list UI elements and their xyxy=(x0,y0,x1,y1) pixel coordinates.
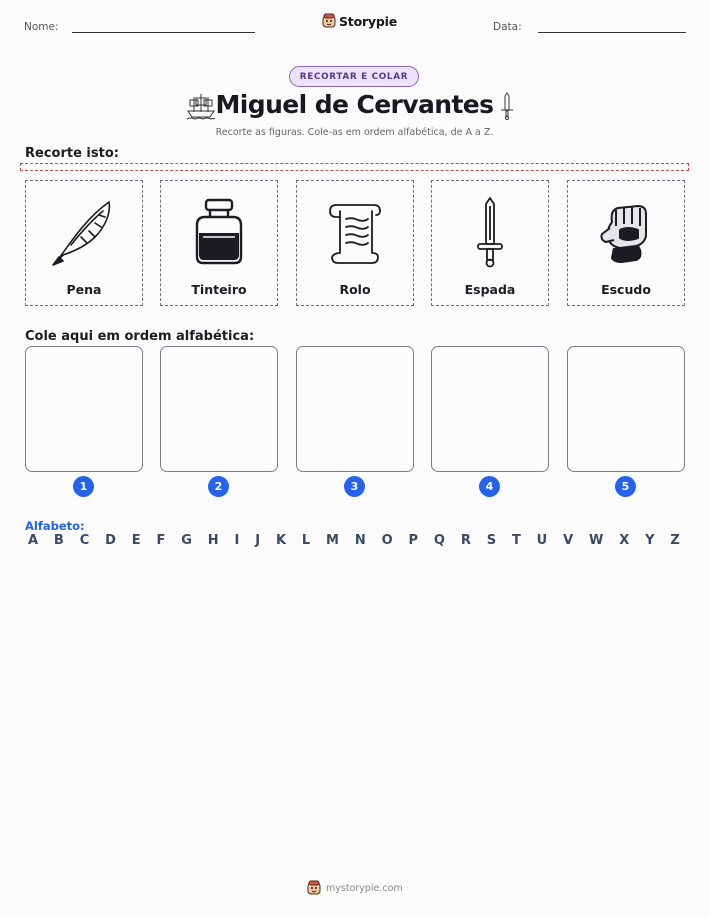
sword-icon xyxy=(475,196,505,268)
alphabet-letter: F xyxy=(156,533,166,548)
inkwell-icon xyxy=(191,197,247,267)
alphabet-letter: M xyxy=(326,533,339,548)
alphabet-letter: X xyxy=(619,533,630,548)
cut-section-label: Recorte isto: xyxy=(25,146,119,161)
paste-box-4[interactable] xyxy=(431,346,549,472)
alphabet-label: Alfabeto: xyxy=(25,519,85,533)
storypie-logo-icon xyxy=(307,880,321,896)
cut-card-pena[interactable] xyxy=(25,180,143,306)
scroll-icon xyxy=(324,199,386,265)
card-label: Escudo xyxy=(601,282,651,297)
gauntlet-icon xyxy=(598,200,654,264)
slot-number: 2 xyxy=(208,476,229,497)
alphabet-letter: Y xyxy=(645,533,655,548)
alphabet-letter: K xyxy=(275,533,287,548)
card-label: Pena xyxy=(66,282,102,297)
alphabet-letter: T xyxy=(511,533,521,548)
alphabet-letter: Q xyxy=(433,533,445,548)
alphabet-letter: Z xyxy=(670,533,680,548)
storypie-logo-icon xyxy=(322,13,336,29)
instructions: Recorte as figuras. Cole-as em ordem alfabética, de A a Z. xyxy=(215,127,494,138)
slot-number: 1 xyxy=(73,476,94,497)
alphabet-letter: W xyxy=(589,533,604,548)
alphabet-letter: U xyxy=(536,533,548,548)
card-label: Espada xyxy=(464,282,516,297)
alphabet-letter: R xyxy=(460,533,471,548)
alphabet-letter: N xyxy=(354,533,366,548)
paste-box-5[interactable] xyxy=(567,346,685,472)
alphabet-letter: H xyxy=(207,533,219,548)
paste-box-1[interactable] xyxy=(25,346,143,472)
alphabet-letter: P xyxy=(408,533,419,548)
name-line[interactable] xyxy=(72,32,255,33)
alphabet-letter: I xyxy=(234,533,240,548)
slot-number: 5 xyxy=(615,476,636,497)
cut-card-rolo[interactable] xyxy=(296,180,414,306)
cut-card-escudo[interactable] xyxy=(567,180,685,306)
card-label: Tinteiro xyxy=(191,282,247,297)
alphabet-letter: S xyxy=(486,533,497,548)
slot-number: 4 xyxy=(479,476,500,497)
footer xyxy=(307,880,403,896)
brand xyxy=(322,13,397,29)
alphabet-letter: O xyxy=(381,533,393,548)
alphabet-letter: B xyxy=(53,533,64,548)
paste-box-2[interactable] xyxy=(160,346,278,472)
alphabet-letter: L xyxy=(301,533,311,548)
slot-number: 3 xyxy=(344,476,365,497)
date-line[interactable] xyxy=(538,32,686,33)
card-label: Rolo xyxy=(339,282,371,297)
alphabet-letter: D xyxy=(105,533,116,548)
sword-icon xyxy=(499,92,515,120)
cut-card-espada[interactable] xyxy=(431,180,549,306)
alphabet-letter: E xyxy=(131,533,141,548)
name-label: Nome: xyxy=(24,21,59,33)
alphabet-row xyxy=(28,533,680,548)
cut-card-tinteiro[interactable] xyxy=(160,180,278,306)
quill-icon xyxy=(51,197,117,267)
footer-link[interactable]: mystorypie.com xyxy=(326,882,403,894)
activity-badge: RECORTAR E COLAR xyxy=(289,66,419,87)
alphabet-letter: A xyxy=(28,533,39,548)
alphabet-letter: V xyxy=(563,533,574,548)
page-title: Miguel de Cervantes xyxy=(215,90,494,119)
brand-name: Storypie xyxy=(339,13,397,29)
alphabet-letter: G xyxy=(181,533,192,548)
paste-section-label: Cole aqui em ordem alfabética: xyxy=(25,329,255,344)
alphabet-letter: C xyxy=(79,533,90,548)
date-label: Data: xyxy=(493,21,522,33)
alphabet-letter: J xyxy=(255,533,261,548)
cut-line xyxy=(20,163,689,171)
paste-box-3[interactable] xyxy=(296,346,414,472)
